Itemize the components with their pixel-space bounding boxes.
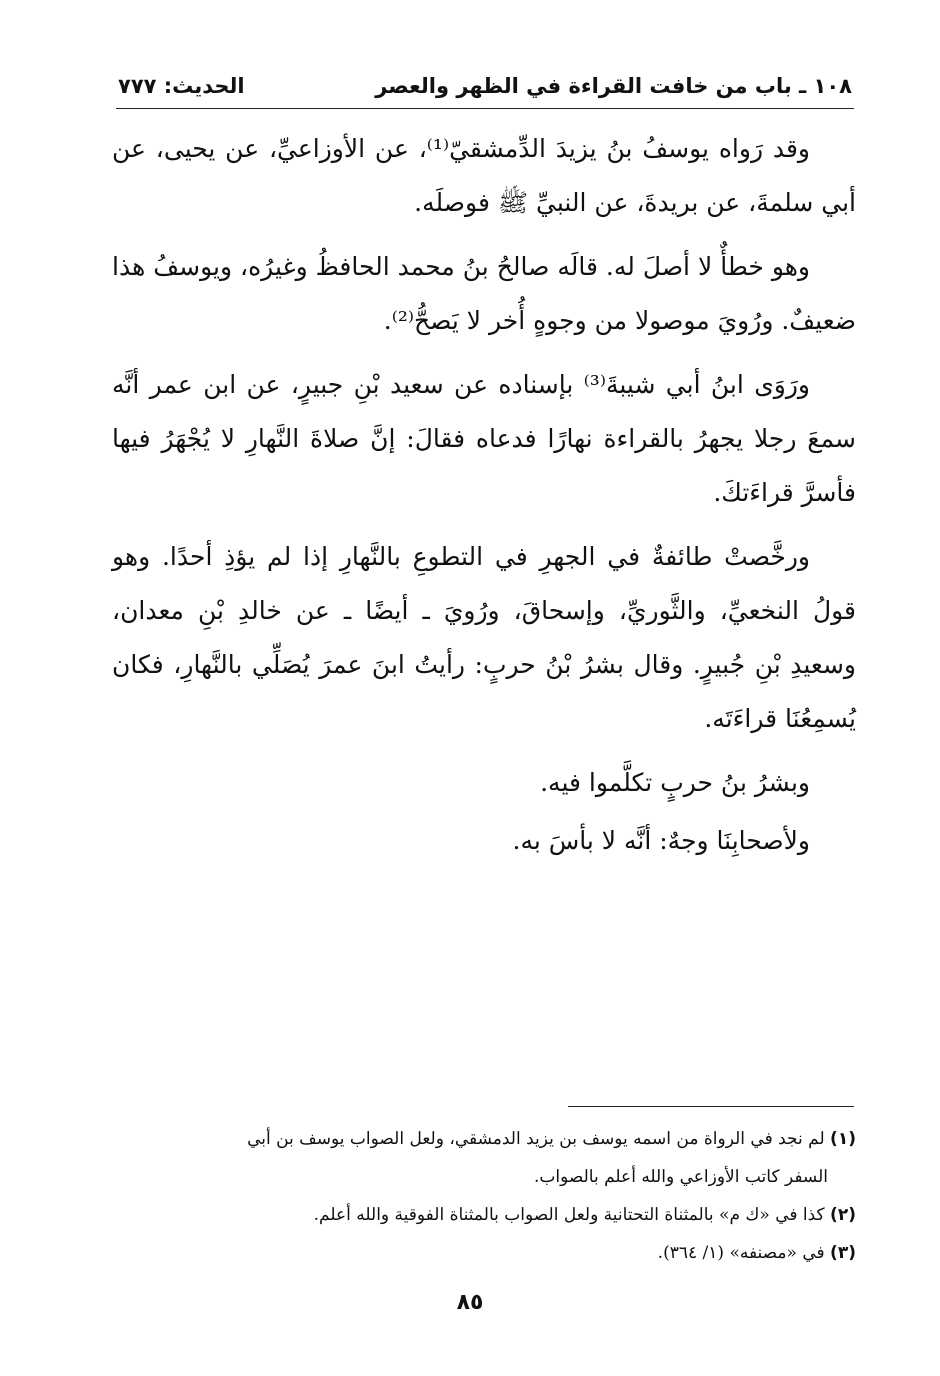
main-text <box>112 122 856 872</box>
footnote-text: كذا في «ك م» بالمثناة التحتانية ولعل الصواب بالمثناة الفوقية والله أعلم. <box>313 1205 825 1225</box>
running-header <box>118 68 852 104</box>
paragraph: ورَوَى ابنُ أبي شيبةَ⁽³⁾ بإسناده عن سعيد بْنِ جبيرٍ، عن ابن عمر أنَّه سمعَ رجلا يجهرُ بالقراءة نهارًا فدعاه فقالَ: إنَّ صلاةَ النَّهارِ لا يُجْهَرُ فيها فأسرَّ قراءَتكَ. <box>112 370 856 507</box>
header-divider <box>116 108 854 109</box>
footnote-text: السفر كاتب الأوزاعي والله أعلم بالصواب. <box>533 1167 828 1187</box>
footnote-divider <box>568 1106 854 1107</box>
footnote-1 <box>112 1120 856 1158</box>
chapter-title: ١٠٨ ـ باب من خافت القراءة في الظهر والعصر <box>375 74 852 98</box>
paragraph: ورخَّصتْ طائفةٌ في الجهرِ في التطوعِ بالنَّهارِ إذا لم يؤذِ أحدًا. وهو قولُ النخعيِّ، والثَّوريِّ، وإسحاقَ، ورُويَ ـ أيضًا ـ عن خالدِ بْنِ معدان، وسعيدِ بْنِ جُبيرٍ. وقال بشرُ بْنُ حربٍ: رأيتُ ابنَ عمرَ يُصَلِّي بالنَّهارِ، فكان يُسمِعُنَا قراءَتَه. <box>112 542 856 733</box>
footnote-2 <box>112 1196 856 1234</box>
footnote-3 <box>112 1234 856 1272</box>
footnote-number: (٢) <box>830 1205 856 1225</box>
paragraph: وقد رَواه يوسفُ بنُ يزيدَ الدِّمشقيّ⁽¹⁾، عن الأوزاعيِّ، عن يحيى، عن أبي سلمةَ، عن بريدةَ، عن النبيِّ ﷺ فوصلَه. <box>112 134 856 217</box>
footnote-number: (٣) <box>830 1243 856 1263</box>
footnote-1-continued <box>112 1158 856 1196</box>
paragraph: وهو خطأٌ لا أصلَ له. قالَه صالحُ بنُ محمد الحافظُ وغيرُه، ويوسفُ هذا ضعيفٌ. ورُويَ موصولا من وجوهٍ أُخر لا يَصحُّ⁽²⁾. <box>112 252 856 335</box>
footnote-text: في «مصنفه» (١/ ٣٦٤). <box>657 1243 825 1263</box>
paragraph: وبشرُ بنُ حربٍ تكلَّموا فيه. <box>540 768 810 797</box>
hadith-number: الحديث: ٧٧٧ <box>118 74 245 98</box>
footnotes <box>112 1120 856 1272</box>
paragraph: ولأصحابِنَا وجهٌ: أنَّه لا بأسَ به. <box>512 826 810 855</box>
footnote-text: لم نجد في الرواة من اسمه يوسف بن يزيد الدمشقي، ولعل الصواب يوسف بن أبي <box>247 1129 825 1149</box>
page-number: ٨٥ <box>456 1290 484 1315</box>
footnote-number: (١) <box>830 1129 856 1149</box>
